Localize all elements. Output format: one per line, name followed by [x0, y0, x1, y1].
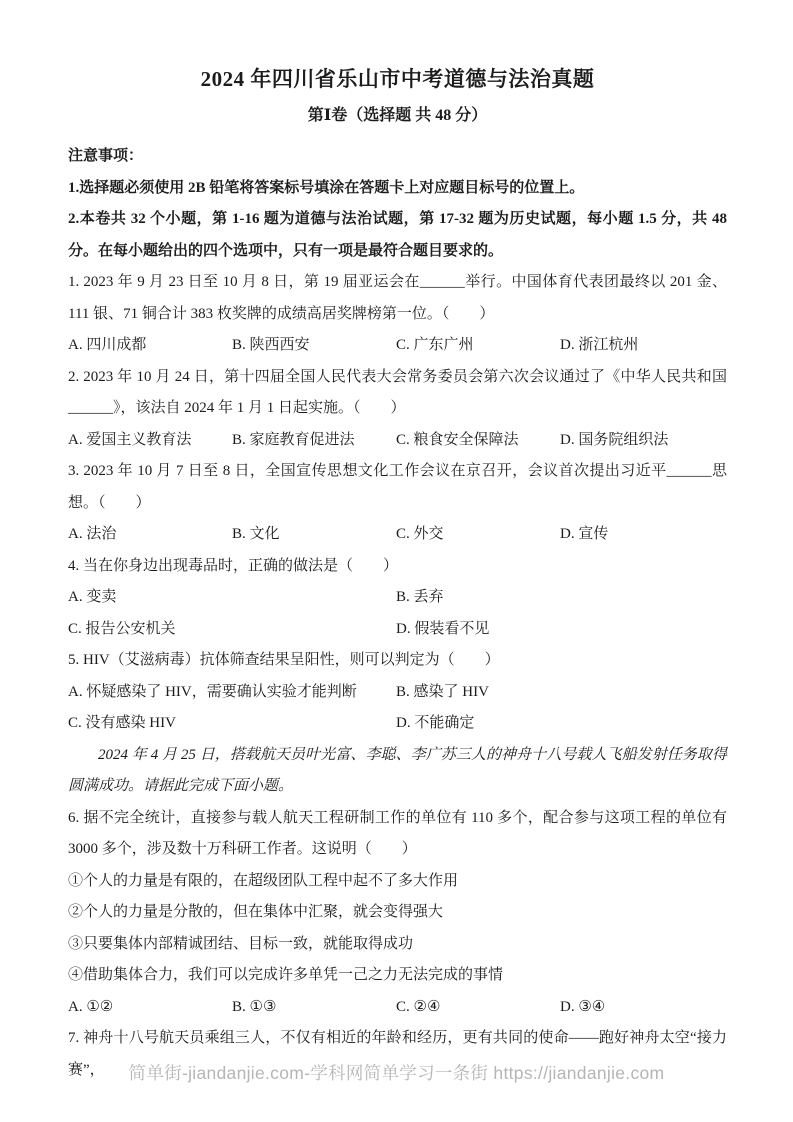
option-c: C. 报告公安机关	[68, 620, 176, 637]
option-d: D. 假装看不见	[396, 620, 490, 637]
option-a: A. 变卖	[68, 589, 117, 605]
question-5-stem: 5. HIV（艾滋病毒）抗体筛查结果呈阳性，则可以判定为（ ）	[68, 652, 500, 668]
question-5-options-row-1	[68, 677, 727, 709]
option-c: C. 外交	[396, 526, 444, 542]
option-a: A. 法治	[68, 526, 117, 542]
option-a: A. 四川成都	[68, 337, 147, 353]
question-6-statement-3: ③只要集体内部精诚团结、目标一致，就能取得成功	[68, 935, 414, 952]
question-4-stem: 4. 当在你身边出现毒品时，正确的做法是（ ）	[68, 557, 399, 574]
option-c: C. 粮食安全保障法	[396, 431, 519, 448]
exam-body	[68, 141, 727, 1086]
question-6-stem: 6. 据不完全统计，直接参与载人航天工程研制工作的单位有 110 多个，配合参与这项工程的单位有 3000 多个，涉及数十万科研工作者。这说明（ ）	[68, 809, 727, 857]
option-d: D. ③④	[560, 998, 606, 1015]
question-2-options	[68, 425, 727, 457]
option-a: A. 爱国主义教育法	[68, 431, 192, 448]
option-a: A. 怀疑感染了 HIV，需要确认实验才能判断	[68, 683, 357, 700]
question-3-stem: 3. 2023 年 10 月 7 日至 8 日，全国宣传思想文化工作会议在京召开，会议首次提出习近平______思想。（ ）	[68, 463, 727, 511]
question-6-statement-1: ①个人的力量是有限的，在超级团队工程中起不了多大作用	[68, 872, 459, 889]
question-6-statement-2: ②个人的力量是分散的，但在集体中汇聚，就会变得强大	[68, 904, 444, 920]
option-b: B. ①③	[232, 998, 277, 1015]
option-c: C. 广东广州	[396, 337, 474, 353]
option-b: B. 感染了 HIV	[396, 683, 489, 700]
option-c: C. 没有感染 HIV	[68, 715, 176, 731]
option-d: D. 国务院组织法	[560, 431, 669, 448]
notice-heading: 注意事项：	[68, 148, 144, 164]
option-d: D. 不能确定	[396, 715, 475, 731]
option-b: B. 家庭教育促进法	[232, 431, 355, 448]
footer-watermark: 简单街-jiandanjie.com-学科网简单学习一条街 https://jiandanjie.com	[128, 1063, 665, 1083]
notice-item-2: 2.本卷共 32 个小题，第 1-16 题为道德与法治试题，第 17-32 题为历史试题，每小题 1.5 分，共 48 分。在每小题给出的四个选项中，只有一项是最符合题目要求的。	[68, 211, 727, 259]
option-c: C. ②④	[396, 998, 441, 1015]
option-b: B. 陕西西安	[232, 337, 310, 353]
section-heading: 第Ⅰ卷（选择题 共 48 分）	[307, 107, 488, 124]
question-5-options-row-2	[68, 708, 727, 740]
page-title: 2024 年四川省乐山市中考道德与法治真题	[200, 67, 595, 91]
question-1-options	[68, 330, 727, 362]
question-6-statement-4: ④借助集体合力，我们可以完成许多单凭一己之力无法完成的事情	[68, 967, 504, 983]
option-b: B. 丢弃	[396, 589, 444, 605]
option-d: D. 宣传	[560, 526, 609, 542]
question-4-options-row-2	[68, 614, 727, 646]
option-b: B. 文化	[232, 526, 280, 542]
question-1-stem: 1. 2023 年 9 月 23 日至 10 月 8 日，第 19 届亚运会在______举行。中国体育代表团最终以 201 金、111 银、71 铜合计 383 枚奖牌的成绩高居奖牌榜第一位。（ ）	[68, 274, 727, 322]
question-6-options	[68, 992, 727, 1024]
question-7-stem: 7. 神舟十八号航天员乘组三人，不仅有相近的年龄和经历，更有共同的使命——跑好神舟太空“接力赛”，	[68, 1030, 727, 1078]
material-paragraph	[68, 740, 727, 803]
option-a: A. ①②	[68, 998, 114, 1015]
notice-item-1: 1.选择题必须使用 2B 铅笔将答案标号填涂在答题卡上对应题目标号的位置上。	[68, 179, 585, 196]
question-3-options	[68, 519, 727, 551]
option-d: D. 浙江杭州	[560, 337, 639, 353]
material-text: 2024 年 4 月 25 日，搭载航天员叶光富、李聪、李广苏三人的神舟十八号载人飞船发射任务取得圆满成功。请据此完成下面小题。	[68, 746, 727, 794]
question-2-stem: 2. 2023 年 10 月 24 日，第十四届全国人民代表大会常务委员会第六次会议通过了《中华人民共和国______》，该法自 2024 年 1 月 1 日起实施。（ ）	[68, 368, 727, 416]
question-4-options-row-1	[68, 582, 727, 614]
